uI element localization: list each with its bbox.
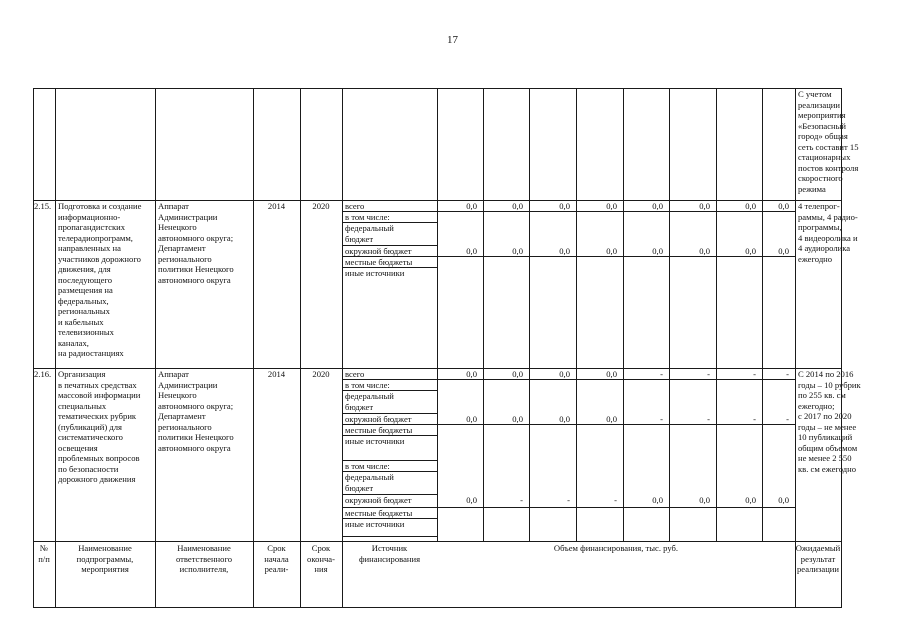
funding-source-label: бюджет — [345, 233, 374, 244]
header-source: Источник — [371, 543, 408, 553]
start-year: 2014 — [267, 369, 286, 379]
activity-name: дорожного движения — [58, 474, 136, 484]
column-line — [529, 88, 530, 542]
header-volume: Объем финансирования, тыс. руб. — [553, 543, 679, 553]
activity-name: информационно- — [58, 211, 121, 222]
funding-value: 0,0 — [466, 495, 477, 505]
funding-source-label: бюджет — [345, 482, 374, 493]
funding-value: 0,0 — [559, 369, 570, 379]
header-result: результат — [800, 553, 836, 564]
activity-name: телевизионных — [58, 327, 114, 337]
column-line — [253, 88, 254, 608]
funding-source-label: иные источники — [345, 268, 405, 278]
column-line — [33, 88, 34, 608]
funding-value: - — [786, 414, 789, 424]
funding-value: 0,0 — [559, 246, 570, 256]
header-result: реализации — [797, 564, 839, 574]
funding-value: 0,0 — [559, 414, 570, 424]
column-line — [669, 88, 670, 542]
funding-value: 0,0 — [466, 414, 477, 424]
executor-name: Ненецкого — [158, 222, 197, 232]
result-text: постов контроля — [798, 162, 859, 173]
activity-name: на радиостанциях — [58, 348, 124, 358]
funding-value: 0,0 — [512, 201, 523, 211]
result-text: общим объемом — [798, 442, 858, 453]
result-text: годы – не менее — [798, 421, 857, 432]
header-name: мероприятия — [81, 564, 129, 574]
result-text: стационарных — [798, 152, 851, 162]
funding-source-label: местные бюджеты — [345, 257, 413, 267]
executor-name: автономного округа — [158, 442, 231, 453]
executor-name: Аппарат — [158, 369, 189, 379]
row-number: 2.15. — [34, 201, 52, 211]
column-line — [795, 88, 796, 608]
column-line — [762, 88, 763, 542]
column-line — [342, 88, 343, 608]
executor-name: Администрации — [158, 379, 218, 390]
funding-source-label: окружной бюджет — [345, 414, 412, 424]
funding-value: - — [753, 369, 756, 379]
executor-name: политики Ненецкого — [158, 264, 234, 274]
activity-name: освещения — [58, 442, 98, 453]
activity-name: пропагандистских — [58, 222, 126, 232]
result-text: город» общая — [798, 131, 848, 141]
funding-value: 0,0 — [652, 495, 663, 505]
activity-name: тематических рубрик — [58, 411, 137, 421]
activity-name: систематического — [58, 432, 123, 442]
funding-source-label: в том числе: — [345, 212, 390, 222]
funding-value: - — [786, 369, 789, 379]
activity-name: специальных — [58, 400, 107, 411]
activity-name: Подготовка и создание — [58, 201, 142, 211]
funding-value: 0,0 — [466, 246, 477, 256]
funding-value: - — [753, 414, 756, 424]
column-line — [55, 88, 56, 608]
funding-value: 0,0 — [606, 414, 617, 424]
activity-name: направленных на — [58, 243, 121, 253]
result-text: с 2017 по 2020 — [798, 411, 852, 421]
result-text: ежегодно — [798, 253, 833, 264]
funding-source-label: иные источники — [345, 436, 405, 446]
executor-name: Департамент — [158, 411, 206, 421]
funding-value: 0,0 — [699, 495, 710, 505]
activity-name: массовой информации — [58, 390, 141, 400]
header-executor: исполнителя, — [179, 564, 229, 574]
header-executor: Наименование — [177, 543, 231, 553]
header-source: финансирования — [358, 553, 421, 564]
activity-name: федеральных, — [58, 295, 109, 306]
activity-name: по безопасности — [58, 463, 119, 474]
executor-name: регионального — [158, 421, 212, 432]
activity-name: телерадиопрограмм, — [58, 232, 133, 243]
funding-value: 0,0 — [778, 246, 789, 256]
result-text: не менее 2 550 — [798, 453, 852, 463]
result-text: годы – 10 рубрик — [798, 379, 861, 390]
table-top-line — [33, 88, 842, 89]
activity-name: (публикаций) для — [58, 421, 122, 432]
header-name: подпрограммы, — [76, 553, 134, 564]
funding-value: 0,0 — [559, 201, 570, 211]
funding-value: - — [660, 414, 663, 424]
funding-source-label: федеральный — [345, 472, 394, 482]
funding-source-label: иные источники — [345, 519, 405, 529]
row-number: 2.16. — [34, 369, 52, 379]
funding-value: 0,0 — [778, 495, 789, 505]
row-line — [33, 541, 842, 542]
funding-value: 0,0 — [652, 246, 663, 256]
header-start: Срок — [267, 543, 286, 553]
source-line — [342, 536, 438, 537]
result-text: ежегодно; — [798, 400, 835, 411]
funding-source-label: окружной бюджет — [345, 495, 412, 505]
funding-source-label: всего — [345, 201, 365, 211]
column-line — [716, 88, 717, 542]
funding-source-label: всего — [345, 369, 365, 379]
funding-value: 0,0 — [606, 369, 617, 379]
activity-name: в печатных средствах — [58, 379, 137, 390]
funding-source-label: в том числе: — [345, 380, 390, 390]
funding-value: 0,0 — [512, 414, 523, 424]
result-text: раммы, 4 радио- — [798, 211, 858, 222]
funding-value: 0,0 — [512, 369, 523, 379]
activity-name: Организация — [58, 369, 106, 379]
result-text: скоростного — [798, 173, 843, 183]
funding-value: 0,0 — [606, 246, 617, 256]
activity-name: участников дорожного — [58, 253, 141, 264]
executor-name: Департамент — [158, 243, 206, 253]
funding-source-label: местные бюджеты — [345, 425, 413, 435]
result-text: программы, — [798, 222, 842, 232]
funding-value: 0,0 — [778, 201, 789, 211]
funding-value: 0,0 — [466, 201, 477, 211]
funding-value: - — [707, 414, 710, 424]
header-executor: ответственного — [175, 553, 233, 564]
funding-value: 0,0 — [606, 201, 617, 211]
column-line — [155, 88, 156, 608]
header-start: реали- — [264, 564, 289, 574]
activity-name: каналах, — [58, 337, 89, 348]
header-start: начала — [264, 553, 289, 564]
value-line — [437, 507, 796, 508]
header-number: п/п — [38, 553, 50, 564]
executor-name: регионального — [158, 253, 212, 264]
result-text: 4 видеоролика и — [798, 232, 858, 243]
page-number: 17 — [447, 34, 458, 46]
executor-name: политики Ненецкого — [158, 432, 234, 442]
funding-value: - — [567, 495, 570, 505]
executor-name: автономного округа; — [158, 400, 234, 411]
header-result: Ожидаемый — [795, 543, 841, 553]
end-year: 2020 — [312, 369, 330, 379]
column-line — [437, 88, 438, 542]
funding-value: 0,0 — [699, 201, 710, 211]
funding-value: 0,0 — [466, 369, 477, 379]
executor-name: Аппарат — [158, 201, 189, 211]
header-number: № — [39, 543, 49, 553]
funding-source-label: федеральный — [345, 223, 394, 233]
result-text: 10 публикаций — [798, 432, 853, 442]
activity-name: региональных — [58, 306, 110, 316]
result-text: реализации — [798, 99, 840, 110]
funding-source-label: в том числе: — [345, 461, 390, 471]
start-year: 2014 — [267, 201, 286, 211]
funding-value: 0,0 — [512, 246, 523, 256]
result-text: С учетом — [798, 89, 832, 99]
funding-value: 0,0 — [745, 246, 756, 256]
executor-name: автономного округа; — [158, 232, 234, 243]
header-name: Наименование — [78, 543, 132, 553]
column-line — [623, 88, 624, 542]
result-text: С 2014 по 2016 — [798, 369, 854, 379]
column-line — [483, 88, 484, 542]
funding-source-label: местные бюджеты — [345, 508, 413, 518]
result-text: сеть составит 15 — [798, 141, 859, 152]
table-bottom-line — [33, 607, 842, 608]
activity-name: последующего — [58, 274, 113, 285]
column-line — [300, 88, 301, 608]
funding-source-label: окружной бюджет — [345, 246, 412, 256]
result-text: мероприятия — [798, 110, 846, 120]
activity-name: движения, для — [58, 264, 111, 274]
funding-value: - — [614, 495, 617, 505]
activity-name: и кабельных — [58, 316, 104, 327]
end-year: 2020 — [312, 201, 330, 211]
result-text: по 255 кв. см — [798, 390, 846, 400]
column-line — [576, 88, 577, 542]
result-text: режима — [798, 183, 826, 194]
executor-name: Администрации — [158, 211, 218, 222]
result-text: 4 аудиоролика — [798, 243, 851, 253]
funding-value: 0,0 — [745, 495, 756, 505]
funding-value: - — [707, 369, 710, 379]
result-text: кв. см ежегодно — [798, 463, 857, 474]
funding-value: 0,0 — [652, 201, 663, 211]
activity-name: проблемных вопросов — [58, 453, 140, 463]
header-end: ния — [314, 564, 328, 574]
executor-name: автономного округа — [158, 274, 231, 285]
funding-value: - — [520, 495, 523, 505]
header-end: оконча- — [307, 553, 335, 564]
activity-name: размещения на — [58, 285, 113, 295]
executor-name: Ненецкого — [158, 390, 197, 400]
result-text: 4 телепрог- — [798, 201, 840, 211]
header-end: Срок — [311, 543, 331, 553]
funding-source-label: федеральный — [345, 391, 394, 401]
funding-value: 0,0 — [699, 246, 710, 256]
result-text: «Безопасный — [798, 120, 846, 131]
funding-value: - — [660, 369, 663, 379]
funding-source-label: бюджет — [345, 401, 374, 412]
funding-value: 0,0 — [745, 201, 756, 211]
